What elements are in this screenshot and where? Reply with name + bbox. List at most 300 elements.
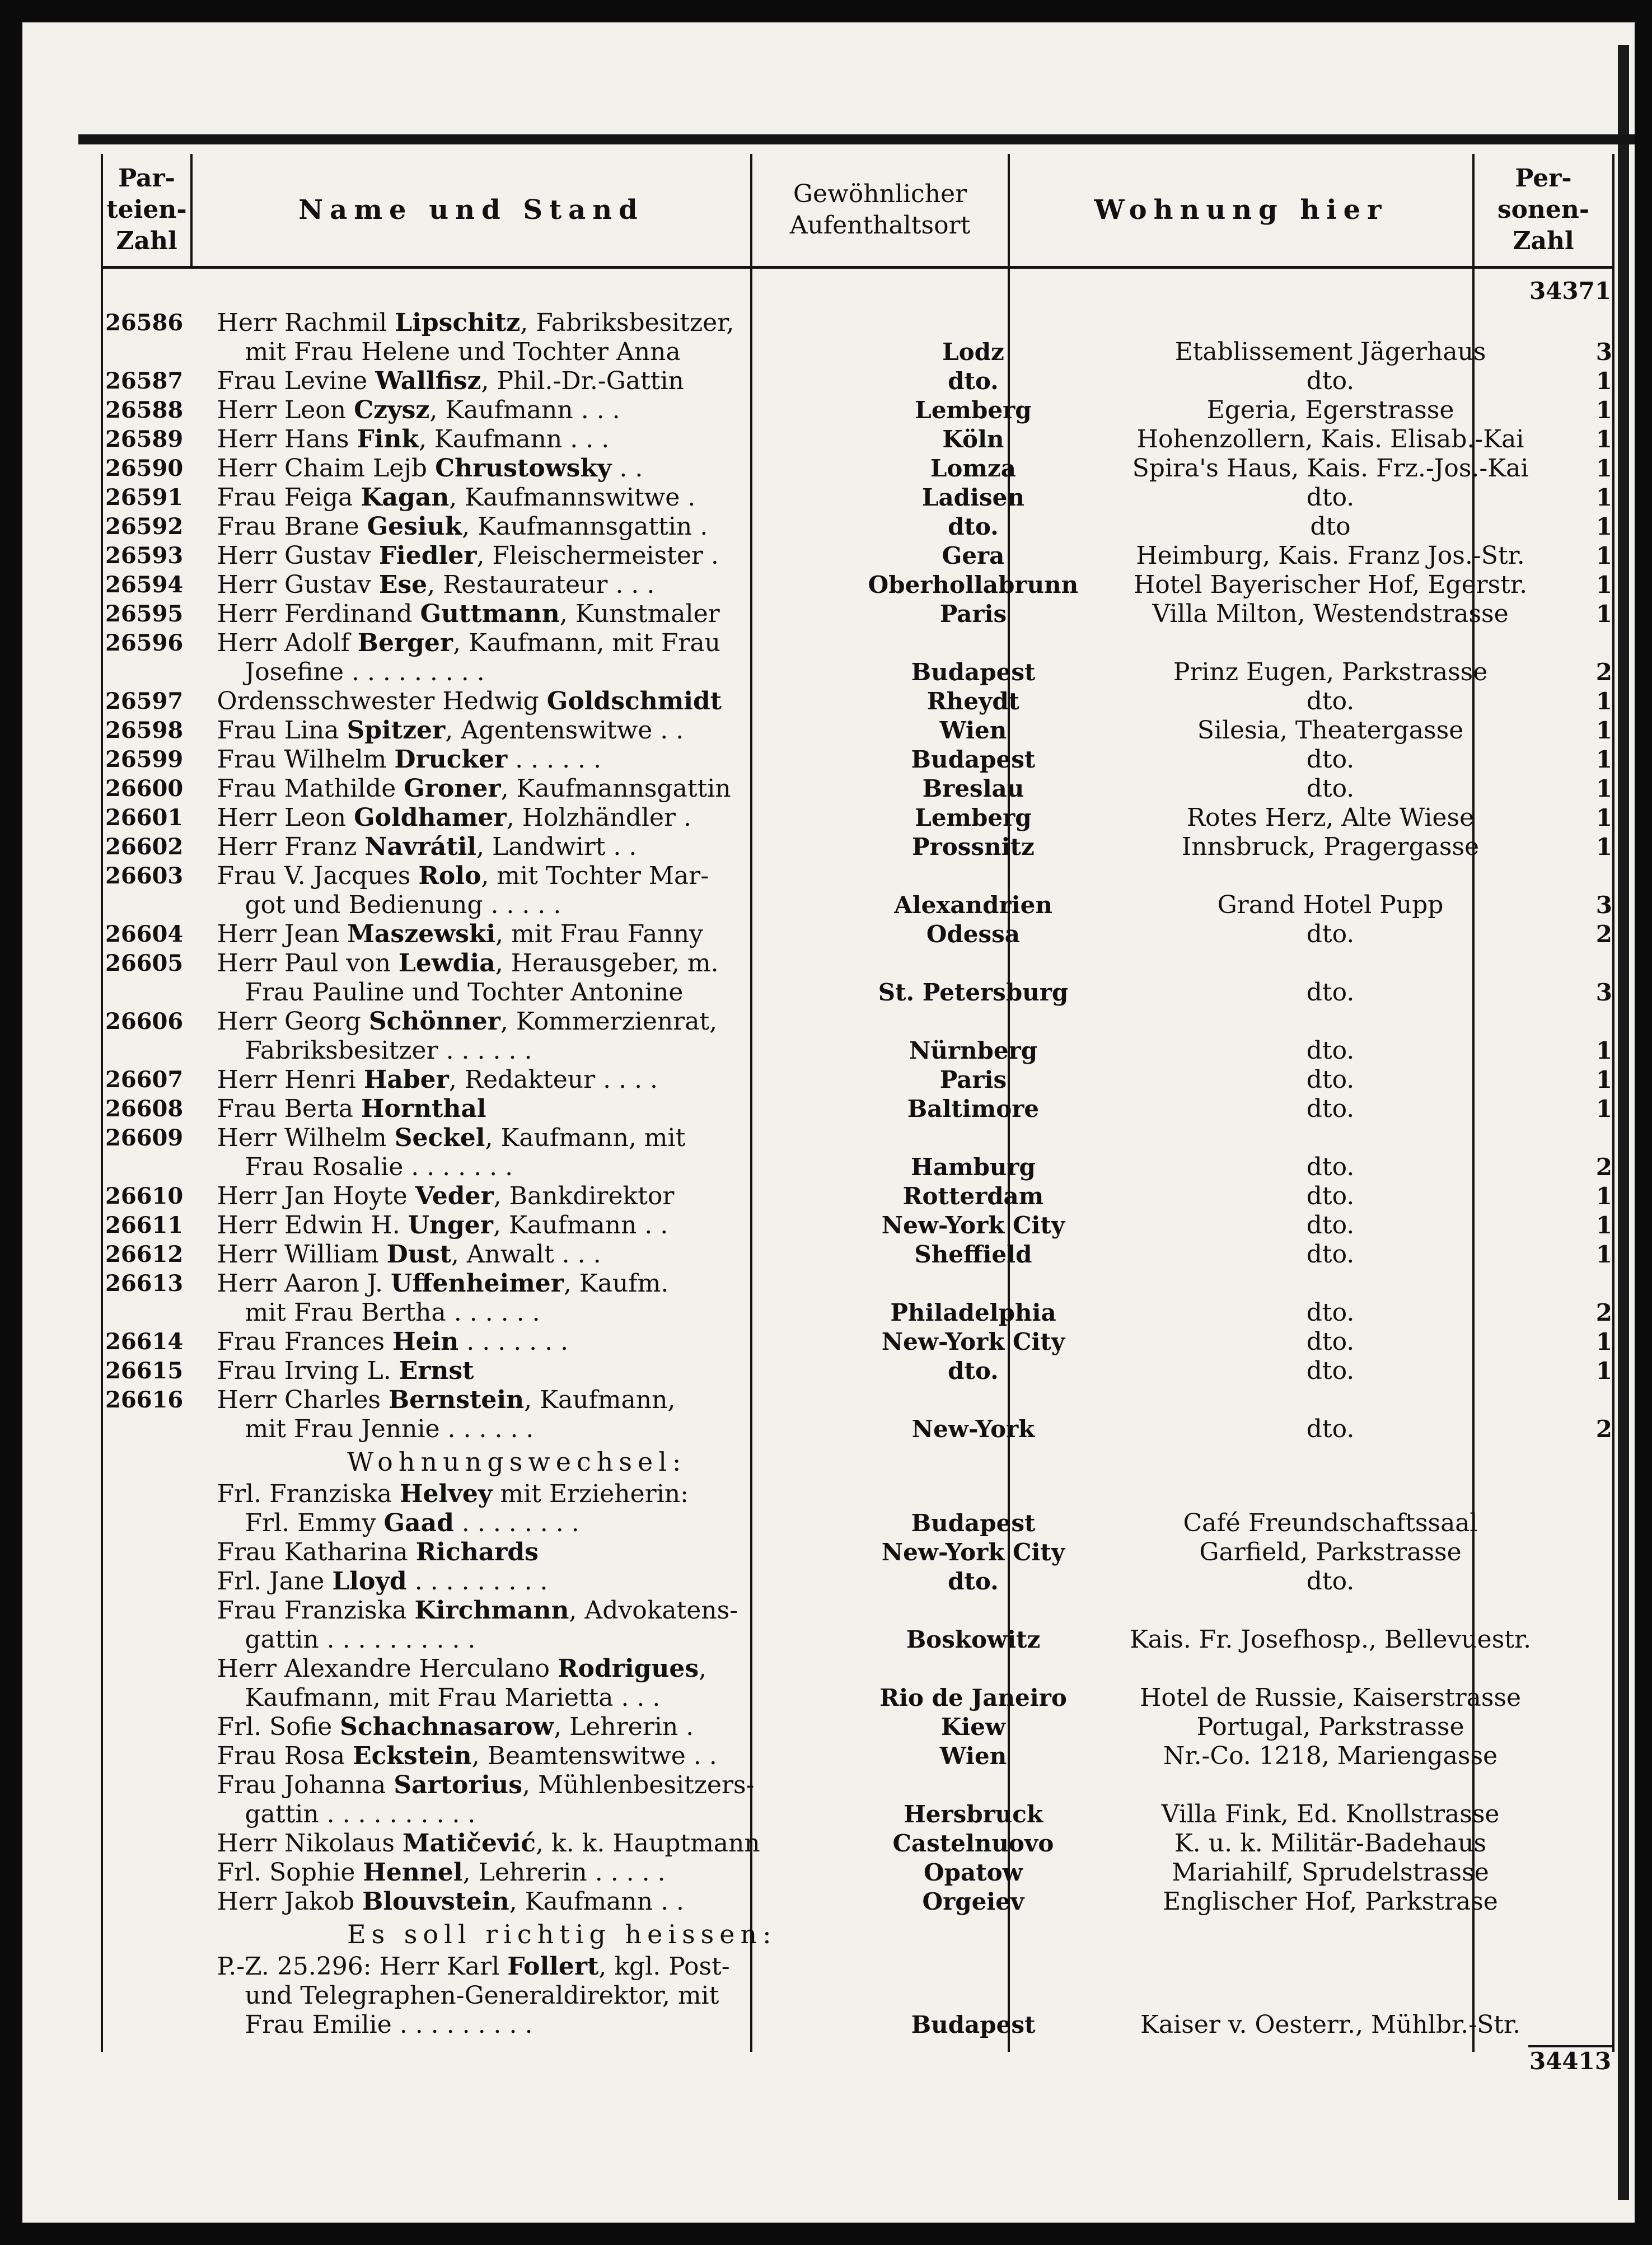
name-prefix: Ordensschwester Hedwig — [217, 687, 547, 715]
lodging-cell — [1099, 862, 1562, 891]
party-number-cell — [101, 1480, 195, 1509]
surname: Sartorius — [394, 1771, 523, 1799]
occupation: , Kaufmannswitwe . — [449, 483, 696, 512]
occupation: , mit Tochter Mar- — [481, 862, 709, 890]
lodging-cell — [1099, 1480, 1562, 1509]
party-number-cell: 26595 — [105, 601, 184, 627]
surname: Goldhamer — [354, 803, 507, 832]
table-row — [101, 1124, 1612, 1153]
occupation: , Fabriksbesitzer, — [520, 308, 734, 337]
person-count-cell: 1 — [1595, 396, 1612, 424]
party-number-cell — [101, 891, 195, 920]
lodging-cell: Heimburg, Kais. Franz Jos.-Str. — [1136, 541, 1525, 570]
name-prefix: Frau Irving L. — [217, 1357, 399, 1385]
occupation: , Mühlenbesitzers- — [522, 1771, 755, 1799]
guest-name-cell — [195, 570, 848, 600]
lodging-cell: Café Freundschaftssaal — [1183, 1509, 1478, 1537]
header-name — [193, 154, 750, 266]
name-prefix: Herr Ferdinand — [217, 600, 420, 628]
home-town-cell — [848, 1981, 1099, 2010]
guest-name-cell — [195, 745, 848, 774]
table-row — [101, 1952, 1612, 1981]
lodging-cell: Hotel Bayerischer Hof, Egerstr. — [1133, 570, 1528, 599]
home-town-cell: Sheffield — [914, 1241, 1032, 1268]
home-town-cell: Nürnberg — [909, 1037, 1038, 1064]
name-prefix: Herr Adolf — [217, 629, 358, 657]
lodging-cell: Etablissement Jägerhaus — [1174, 338, 1486, 366]
table-row — [101, 1829, 1612, 1858]
party-number-cell — [101, 1858, 195, 1887]
person-count-cell — [1562, 629, 1612, 658]
occupation: , Kaufm. — [563, 1269, 669, 1298]
lodging-cell: K. u. k. Militär-Badehaus — [1174, 1829, 1487, 1858]
lodging-cell — [1099, 1269, 1562, 1298]
home-town-cell: New-York City — [881, 1212, 1065, 1239]
table-row — [101, 1007, 1612, 1036]
guest-name-cell — [195, 1182, 848, 1211]
name-prefix: gattin . . . . . . . . . . — [245, 1625, 476, 1654]
header-residence — [752, 154, 1008, 266]
party-number-cell — [101, 1952, 195, 1981]
occupation: , Kaufmann, mit Frau — [453, 629, 720, 657]
home-town-cell — [848, 949, 1099, 978]
name-prefix: Josefine . . . . . . . . . — [245, 658, 485, 686]
lodging-cell: dto. — [1306, 920, 1355, 948]
party-number-cell: 26610 — [105, 1183, 184, 1209]
occupation: , Kaufmann . . . — [418, 425, 610, 453]
guest-name-cell — [195, 1327, 848, 1357]
guest-name-cell — [195, 1829, 848, 1858]
register-page — [22, 22, 1635, 2223]
table-row — [101, 1036, 1612, 1065]
name-prefix: Herr Jakob — [217, 1887, 363, 1916]
person-count-cell: 1 — [1595, 717, 1612, 744]
person-count-cell — [1562, 1386, 1612, 1415]
lodging-cell: dto. — [1306, 1036, 1355, 1065]
table-row — [101, 1771, 1612, 1800]
guest-name-cell — [195, 774, 848, 803]
table-row — [101, 658, 1612, 687]
home-town-cell: Rheydt — [926, 687, 1020, 715]
person-count-cell — [1562, 1800, 1612, 1829]
name-prefix: mit Frau Helene und Tochter Anna — [245, 338, 681, 366]
person-count-cell — [1562, 949, 1612, 978]
occupation: . . . . . . . . . — [406, 1567, 548, 1596]
person-count-cell: 1 — [1595, 1212, 1612, 1239]
occupation: , Kunstmaler — [559, 600, 720, 628]
surname: Groner — [404, 774, 501, 803]
person-count-cell — [1562, 862, 1612, 891]
guest-name-cell — [195, 2010, 848, 2040]
surname: Spitzer — [347, 716, 446, 745]
name-prefix: Frl. Franziska — [217, 1480, 400, 1508]
surname: Maszewski — [347, 920, 496, 948]
home-town-cell: Lodz — [942, 338, 1004, 366]
lodging-cell: Innsbruck, Pragergasse — [1181, 832, 1480, 861]
guest-name-cell — [195, 1480, 848, 1509]
table-row — [101, 541, 1612, 570]
party-number-cell: 26614 — [105, 1329, 184, 1355]
home-town-cell: Wien — [939, 717, 1007, 744]
party-number-cell: 26607 — [105, 1067, 184, 1093]
person-count-cell: 1 — [1595, 1328, 1612, 1355]
name-prefix: Frau Rosa — [217, 1742, 353, 1770]
party-number-cell — [101, 978, 195, 1007]
name-prefix: Frau Johanna — [217, 1771, 394, 1799]
table-row — [101, 1327, 1612, 1357]
party-number-cell — [101, 1713, 195, 1742]
section-heading-row — [101, 1916, 1612, 1952]
surname: Gaad — [383, 1509, 454, 1537]
party-number-cell: 26600 — [105, 775, 184, 802]
lodging-cell: dto. — [1306, 1298, 1355, 1327]
party-number-cell: 26604 — [105, 921, 184, 947]
occupation: , Landwirt . . — [476, 832, 637, 861]
guest-name-cell — [195, 1713, 848, 1742]
name-prefix: Frau Berta — [217, 1095, 361, 1123]
name-prefix: Herr Gustav — [217, 541, 379, 570]
table-row — [101, 1386, 1612, 1415]
table-row — [101, 774, 1612, 803]
party-number-cell: 26587 — [105, 368, 184, 394]
guest-name-cell — [195, 1683, 848, 1713]
surname: Haber — [363, 1065, 449, 1094]
name-prefix: Herr Paul von — [217, 949, 399, 977]
party-number-cell: 26611 — [105, 1212, 184, 1238]
table-row — [101, 308, 1612, 338]
lodging-cell: Egeria, Egerstrasse — [1206, 396, 1454, 424]
person-count-cell: 1 — [1595, 542, 1612, 569]
table-row — [101, 1240, 1612, 1269]
guest-name-cell — [195, 949, 848, 978]
name-prefix: Frl. Sofie — [217, 1713, 340, 1741]
home-town-cell: dto. — [948, 367, 999, 395]
occupation: . . — [611, 454, 643, 483]
person-count-cell: 1 — [1595, 775, 1612, 802]
name-prefix: Frau Rosalie . . . . . . . — [245, 1153, 513, 1181]
party-number-cell: 26591 — [105, 484, 184, 511]
home-town-cell: Rio de Janeiro — [879, 1684, 1067, 1711]
name-prefix: P.-Z. 25.296: Herr Karl — [217, 1952, 508, 1981]
home-town-cell — [848, 862, 1099, 891]
surname: Uffenheimer — [391, 1269, 564, 1298]
guest-name-cell — [195, 1095, 848, 1124]
person-count-cell: 1 — [1595, 746, 1612, 773]
table-row — [101, 338, 1612, 367]
person-count-cell: 1 — [1595, 833, 1612, 860]
guest-name-cell — [195, 512, 848, 541]
lodging-cell — [1099, 308, 1562, 338]
home-town-cell: Prossnitz — [912, 833, 1035, 860]
table-row — [101, 1211, 1612, 1240]
lodging-cell: Prinz Eugen, Parkstrasse — [1173, 658, 1488, 686]
home-town-cell — [848, 1007, 1099, 1036]
person-count-cell: 3 — [1595, 891, 1612, 919]
lodging-cell: Nr.-Co. 1218, Mariengasse — [1163, 1742, 1498, 1770]
surname: Seckel — [394, 1124, 485, 1152]
running-total-top: 34371 — [1529, 277, 1612, 305]
person-count-cell: 1 — [1595, 1241, 1612, 1268]
name-prefix: Frau Wilhelm — [217, 745, 395, 774]
home-town-cell — [848, 308, 1099, 338]
party-number-cell — [101, 2010, 195, 2040]
table-row — [101, 1298, 1612, 1327]
party-number-cell: 26597 — [105, 688, 184, 714]
header-label: Per-sonen-Zahl — [1497, 164, 1590, 255]
table-row — [101, 629, 1612, 658]
table-row — [101, 1509, 1612, 1538]
home-town-cell: Lemberg — [915, 396, 1032, 424]
surname: Lloyd — [332, 1567, 407, 1596]
surname: Matičević — [402, 1829, 536, 1858]
home-town-cell: Paris — [939, 1066, 1007, 1093]
name-prefix: Frau V. Jacques — [217, 862, 419, 890]
table-row — [101, 483, 1612, 512]
lodging-cell: dto. — [1306, 1095, 1355, 1123]
name-prefix: Herr Edwin H. — [217, 1211, 408, 1240]
home-town-cell: St. Petersburg — [878, 979, 1069, 1006]
surname: Chrustowsky — [435, 454, 612, 483]
occupation: , Kaufmann, — [524, 1386, 676, 1414]
lodging-cell: dto. — [1306, 1415, 1355, 1443]
table-row — [101, 745, 1612, 774]
name-prefix: Frl. Jane — [217, 1567, 333, 1596]
guest-name-cell — [195, 803, 848, 832]
home-town-cell: Wien — [939, 1742, 1007, 1770]
party-number-cell — [101, 1742, 195, 1771]
surname: Kagan — [361, 483, 450, 512]
name-prefix: Herr William — [217, 1240, 387, 1269]
header-label: Gewöhnlicher Aufenthaltsort — [789, 180, 971, 240]
person-count-cell — [1562, 308, 1612, 338]
person-count-cell: 1 — [1595, 1066, 1612, 1093]
person-count-cell: 1 — [1595, 571, 1612, 598]
table-row — [101, 570, 1612, 600]
home-town-cell: Budapest — [911, 746, 1036, 773]
home-town-cell: dto. — [948, 1357, 999, 1385]
name-prefix: gattin . . . . . . . . . . — [245, 1800, 476, 1828]
surname: Schachnasarow — [340, 1713, 554, 1741]
party-number-cell: 26599 — [105, 746, 184, 773]
lodging-cell: dto. — [1306, 1153, 1355, 1181]
name-prefix: Kaufmann, mit Frau Marietta . . . — [245, 1683, 661, 1712]
occupation: mit Erzieherin: — [492, 1480, 689, 1508]
party-number-cell: 26602 — [105, 834, 184, 860]
person-count-cell — [1562, 2010, 1612, 2040]
guest-name-cell — [195, 891, 848, 920]
occupation: , Anwalt . . . — [451, 1240, 601, 1269]
home-town-cell: dto. — [948, 513, 999, 540]
surname: Schönner — [368, 1007, 500, 1036]
occupation: , Phil.-Dr.-Gattin — [481, 367, 684, 395]
surname: Dust — [386, 1240, 451, 1269]
lodging-cell — [1099, 1596, 1562, 1625]
home-town-cell: Boskowitz — [906, 1626, 1041, 1653]
surname: Gesiuk — [367, 512, 462, 541]
person-count-cell — [1562, 1625, 1612, 1654]
lodging-cell — [1099, 1007, 1562, 1036]
home-town-cell: Hersbruck — [904, 1800, 1043, 1828]
home-town-cell: Opatow — [924, 1859, 1023, 1886]
party-number-cell: 26615 — [105, 1358, 184, 1384]
lodging-cell: dto. — [1306, 483, 1355, 512]
party-number-cell — [101, 1298, 195, 1327]
table-row — [101, 1683, 1612, 1713]
guest-name-cell — [195, 1981, 848, 2010]
name-prefix: Herr Gustav — [217, 570, 379, 599]
surname: Fink — [357, 425, 419, 453]
table-row — [101, 949, 1612, 978]
home-town-cell — [848, 629, 1099, 658]
lodging-cell — [1099, 1771, 1562, 1800]
party-number-cell: 26590 — [105, 455, 184, 481]
register-rows — [101, 308, 1612, 2040]
party-number-cell: 26608 — [105, 1096, 184, 1122]
occupation: , Kaufmannsgattin . — [462, 512, 708, 541]
home-town-cell: Budapest — [911, 658, 1036, 686]
name-prefix: Fabriksbesitzer . . . . . . — [245, 1036, 532, 1065]
table-row — [101, 862, 1612, 891]
guest-name-cell — [195, 1240, 848, 1269]
guest-name-cell — [195, 1211, 848, 1240]
occupation: . . . . . . — [507, 745, 602, 774]
table-row — [101, 1095, 1612, 1124]
person-count-cell — [1562, 1480, 1612, 1509]
register-body — [101, 277, 1612, 2079]
lodging-cell — [1099, 629, 1562, 658]
person-count-cell: 1 — [1595, 425, 1612, 453]
header-lodging — [1010, 154, 1472, 266]
guest-name-cell — [195, 862, 848, 891]
page-edge-shadow — [1618, 45, 1629, 2200]
party-number-cell: 26601 — [105, 805, 184, 831]
table-row — [101, 891, 1612, 920]
header-rule — [101, 266, 1612, 269]
surname: Bernstein — [388, 1386, 525, 1414]
person-count-cell: 1 — [1595, 513, 1612, 540]
lodging-cell: dto. — [1306, 687, 1355, 715]
occupation: , Lehrerin . — [554, 1713, 694, 1741]
person-count-cell: 2 — [1595, 658, 1612, 686]
home-town-cell: Breslau — [922, 775, 1024, 802]
person-count-cell — [1562, 1007, 1612, 1036]
table-row — [101, 1269, 1612, 1298]
surname: Blouvstein — [362, 1887, 509, 1916]
occupation: , Kaufmann, mit — [485, 1124, 686, 1152]
lodging-cell — [1099, 1124, 1562, 1153]
name-prefix: Herr Charles — [217, 1386, 389, 1414]
table-row — [101, 1800, 1612, 1829]
person-count-cell — [1562, 1887, 1612, 1916]
party-number-cell — [101, 338, 195, 367]
party-number-cell: 26596 — [105, 630, 184, 656]
occupation: , mit Frau Fanny — [495, 920, 703, 948]
lodging-cell: Rotes Herz, Alte Wiese — [1186, 803, 1475, 832]
lodging-cell: Kais. Fr. Josefhosp., Bellevuestr. — [1129, 1625, 1532, 1654]
name-prefix: Herr Rachmil — [217, 308, 395, 337]
table-row — [101, 367, 1612, 396]
home-town-cell — [848, 1952, 1099, 1981]
guest-name-cell — [195, 1625, 848, 1654]
name-prefix: Frl. Sophie — [217, 1858, 363, 1887]
person-count-cell — [1562, 1538, 1612, 1567]
lodging-cell: dto — [1310, 512, 1351, 541]
table-row — [101, 1567, 1612, 1596]
person-count-cell — [1562, 1952, 1612, 1981]
guest-name-cell — [195, 600, 848, 629]
guest-name-cell — [195, 396, 848, 425]
table-row — [101, 687, 1612, 716]
party-number-cell: 26589 — [105, 426, 184, 452]
surname: Rodrigues — [558, 1654, 699, 1683]
name-prefix: mit Frau Bertha . . . . . . — [245, 1298, 540, 1327]
surname: Navrátil — [364, 832, 477, 861]
lodging-cell — [1099, 949, 1562, 978]
person-count-cell — [1562, 1771, 1612, 1800]
table-row — [101, 1858, 1612, 1887]
occupation: , Herausgeber, m. — [495, 949, 719, 977]
lodging-cell — [1099, 1654, 1562, 1683]
name-prefix: Herr Alexandre Herculano — [217, 1654, 558, 1683]
party-number-cell — [101, 658, 195, 687]
occupation: , Kaufmann . . — [493, 1211, 668, 1240]
guest-name-cell — [195, 1269, 848, 1298]
name-prefix: Herr Aaron J. — [217, 1269, 391, 1298]
lodging-cell: Hohenzollern, Kais. Elisab.-Kai — [1136, 425, 1524, 453]
name-prefix: Herr Hans — [217, 425, 357, 453]
guest-name-cell — [195, 716, 848, 745]
surname: Guttmann — [420, 600, 560, 628]
person-count-cell — [1562, 1596, 1612, 1625]
guest-name-cell — [195, 1567, 848, 1596]
occupation: , Fleischermeister . — [476, 541, 719, 570]
name-prefix: Herr Nikolaus — [217, 1829, 403, 1858]
home-town-cell: Odessa — [926, 920, 1021, 948]
name-prefix: Frau Franziska — [217, 1596, 415, 1625]
guest-name-cell — [195, 832, 848, 862]
person-count-cell — [1562, 1567, 1612, 1596]
home-town-cell — [848, 1386, 1099, 1415]
person-count-cell: 3 — [1595, 338, 1612, 366]
home-town-cell: Köln — [942, 425, 1004, 453]
table-row — [101, 978, 1612, 1007]
person-count-cell: 2 — [1595, 1153, 1612, 1181]
home-town-cell — [848, 1124, 1099, 1153]
table-row — [101, 803, 1612, 832]
guest-name-cell — [195, 1771, 848, 1800]
guest-name-cell — [195, 1654, 848, 1683]
party-number-cell: 26605 — [105, 950, 184, 976]
table-row — [101, 1153, 1612, 1182]
person-count-cell: 2 — [1595, 1415, 1612, 1443]
surname: Helvey — [399, 1480, 493, 1508]
home-town-cell: Alexandrien — [894, 891, 1052, 919]
surname: Lewdia — [398, 949, 495, 977]
home-town-cell: Paris — [939, 600, 1007, 628]
lodging-cell: Mariahilf, Sprudelstrasse — [1172, 1858, 1489, 1887]
home-town-cell: Orgeiev — [922, 1888, 1024, 1915]
name-prefix: Frau Levine — [217, 367, 376, 395]
home-town-cell: New-York City — [881, 1328, 1065, 1355]
section-heading: Wohnungswechsel: — [347, 1447, 687, 1477]
occupation: , k. k. Hauptmann — [536, 1829, 760, 1858]
header-party-number — [103, 154, 190, 266]
name-prefix: Herr Leon — [217, 396, 354, 424]
guest-name-cell — [195, 658, 848, 687]
home-town-cell: Budapest — [911, 2011, 1036, 2038]
home-town-cell: New-York — [911, 1415, 1035, 1443]
lodging-cell: dto. — [1306, 774, 1355, 803]
